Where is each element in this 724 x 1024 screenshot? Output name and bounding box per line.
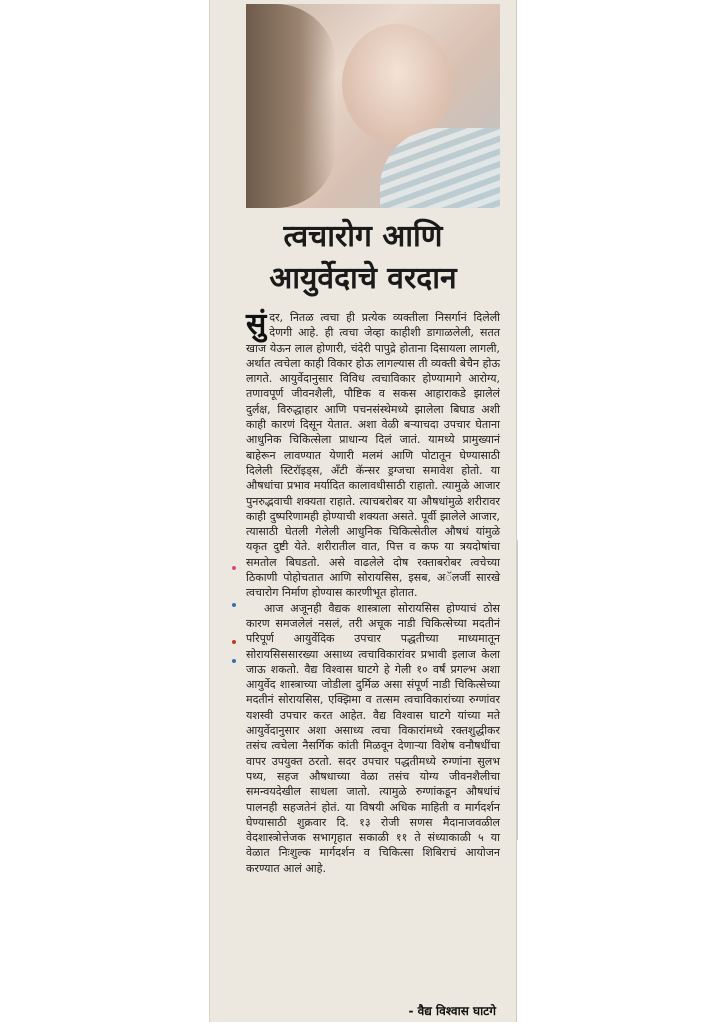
article-body [246,307,500,876]
author-byline: - वैद्य विश्वास घाटगे [408,1004,496,1018]
paragraph-2-text: आज अजूनही वैद्यक शास्त्राला सोरायसिस होण्याचं ठोस कारण समजलेलं नसलं, तरी अचूक नाडी चिकित्सेच्या मदतीनं परिपूर्ण आयुर्वेदिक उपचार पद्धतीच्या माध्यमातून सोरायसिससारख्या असाध्य त्वचाविकारांवर प्रभावी इलाज केला जाऊ शकतो. वैद्य विश्वास घाटगे हे गेली १० वर्षं प्रगल्भ अशा आयुर्वेद शास्त्राच्या जोडीला दुर्मिळ असा संपूर्ण नाडी चिकित्सेच्या मदतीनं सोरायसिस, एक्झिमा व तत्सम त्वचाविकारांच्या रुग्णांवर यशस्वी उपचार करत आहेत. वैद्य विश्वास घाटगे यांच्या मते आयुर्वेदानुसार अशा असाध्य त्वचा विकारांमध्ये रक्तशुद्धीकर तसंच त्वचेला नैसर्गिक कांती मिळवून देणाऱ्या विशेष वनौषधींचा वापर उपयुक्त ठरतो. सदर उपचार पद्धतीमध्ये रुग्णांना सुलभ पथ्य, सहज औषधाच्या वेळा तसंच योग्य जीवनशैलीचा समन्वयदेखील साधला जातो. त्यामुळे रुग्णांकडून औषधांचं पालनही सहजतेनं होतं. या विषयी अधिक माहिती व मार्गदर्शन घेण्यासाठी शुक्रवार दि. १३ रोजी सणस मैदानाजवळील वेदशास्त्रोत्तेजक सभागृहात सकाळी ११ ते संध्याकाळी ५ या वेळात निःशुल्क मार्गदर्शन व चिकित्सा शिबिराचं आयोजन करण्यात आलं आहे. [246,601,500,875]
headline-line-2: आयुर्वेदाचे वरदान [269,261,457,296]
drop-cap: सुं [246,307,267,342]
adjacent-column-edge [516,540,518,840]
paragraph-1 [246,307,500,601]
article-photo [246,4,500,208]
paragraph-1-text: दर, नितळ त्वचा ही प्रत्येक व्यक्तीला निसर्गानं दिलेली देणगी आहे. ही त्वचा जेव्हा काहीशी डागाळलेली, सतत खाज येऊन लाल होणारी, चंदेरी पापुद्रे होताना दिसायला लागली, अर्थात त्वचेला काही विकार होऊ लागल्यास ती व्यक्ती बेचैन होऊ लागते. आयुर्वेदानुसार विविध त्वचाविकार होण्यामागे आरोग्य, तणावपूर्ण जीवनशैली, पौष्टिक व सकस आहाराकडे झालेलं दुर्लक्ष, विरुद्धाहार आणि पचनसंस्थेमध्ये झालेला बिघाड अशी काही कारणं दिसून येतात. अशा वेळी बऱ्याचदा उपचार घेताना आधुनिक चिकित्सेला प्राधान्य दिलं जातं. यामध्ये प्रामुख्यानं बाहेरून लावण्यात येणारी मलमं आणि पोटातून घेण्यासाठी दिलेली स्टिरॉइड्स, अँटी कॅन्सर ड्रग्जचा समावेश होतो. या औषधांचा प्रभाव मर्यादित कालावधीसाठी राहातो. त्यामुळे आजार पुनरुद्भवाची शक्यता राहाते. त्याचबरोबर या औषधांमुळे शरीरावर काही दुष्परिणामही होण्याची शक्यता असते. पूर्वी झालेले आजार, त्यासाठी घेतली गेलेली आधुनिक चिकित्सेतील औषधं यांमुळे यकृत दुष्टी येते. शरीरातील वात, पित्त व कफ या त्रयदोषांचा समतोल बिघडतो. असे वाढलेले दोष रक्ताबरोबर त्वचेच्या ठिकाणी पोहोचतात आणि सोरायसिस, इसब, अॅलर्जी सारखे त्वचारोग निर्माण होण्यास कारणीभूत होतात. [246,311,500,600]
margin-dot-red [232,640,236,644]
photo-hand-shape [342,24,452,144]
margin-dot-pink [232,566,236,570]
margin-dot-blue-2 [232,659,236,663]
paragraph-2 [246,601,500,876]
margin-dot-blue [232,603,236,607]
photo-hair-shape [246,4,336,208]
article-headline [216,216,510,300]
newspaper-clipping [209,0,517,1022]
headline-line-1: त्वचारोग आणि [283,219,443,254]
